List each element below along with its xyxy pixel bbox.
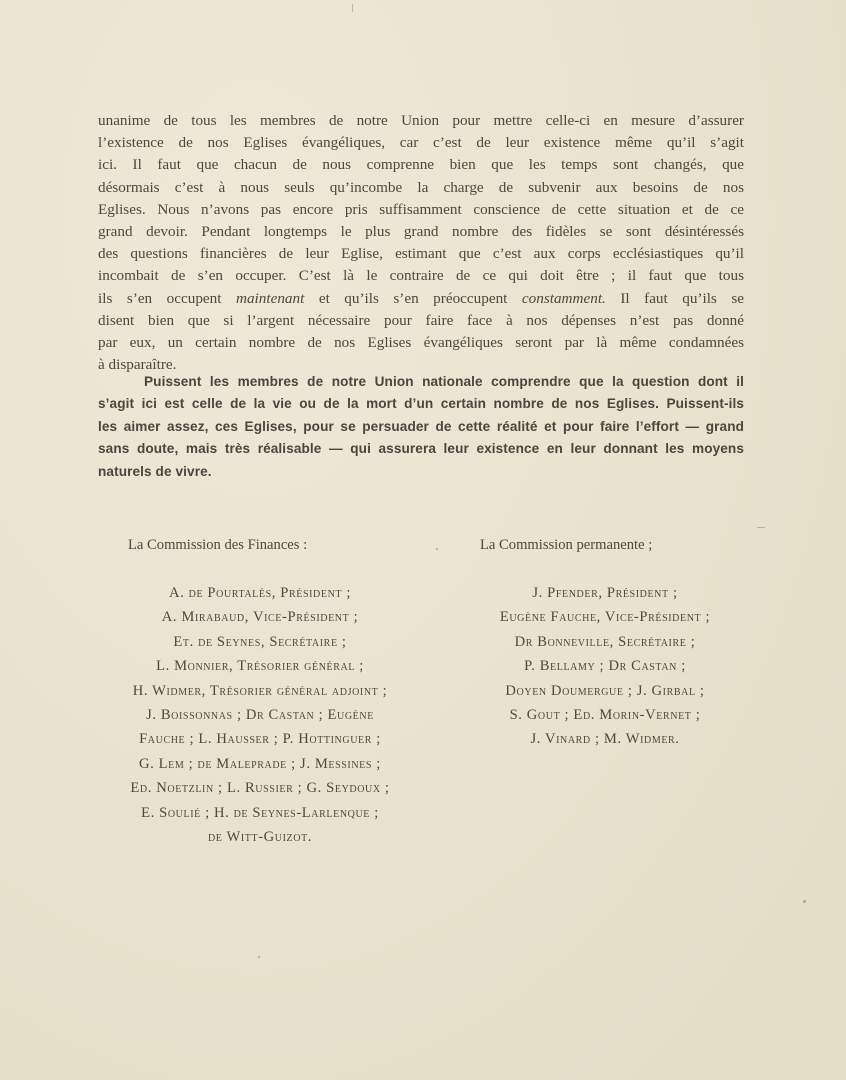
text-line: grand devoir. Pendant longtemps le plus grand nombre des fidèles se sont désintéressés [98,223,744,241]
text-line: à disparaître. [98,356,177,374]
text-line: Eglises. Nous n’avons pas encore pris suffisamment conscience de cette situation et de ce [98,200,744,218]
member-line: Dr Bonneville, Secrétaire ; [514,633,696,650]
member-line: Eugène Fauche, Vice-Président ; [499,609,711,626]
paper-speck [352,4,353,12]
paragraph-1 [98,110,744,376]
paper-speck [258,956,260,958]
member-list [455,581,755,752]
paper-speck [757,527,765,528]
member-line: G. Lem ; de Maleprade ; J. Messines ; [139,755,381,772]
text-line: l’existence de nos Eglises évangéliques, car c’est de leur existence même qu’il s’agit [98,134,744,152]
text-line: désormais c’est à nous seuls qu’incombe la charge de subvenir aux besoins de nos [98,178,744,196]
text-line: naturels de vivre. [98,463,212,479]
text-fragment: et qu’ils s’en préoccupent [304,289,522,307]
text-line-emphasis [98,288,744,310]
member-line: S. Gout ; Ed. Morin-Vernet ; [509,706,701,723]
member-line: H. Widmer, Trésorier général adjoint ; [132,682,388,699]
signatures-commission-permanente [455,537,755,752]
text-line: les aimer assez, ces Eglises, pour se persuader de cette réalité et pour faire l’effort — grand [98,418,744,434]
text-fragment: Il faut qu’ils se [605,289,744,307]
text-line: s’agit ici est celle de la vie ou de la mort d’un certain nombre de nos Eglises. Puissent-ils [98,396,744,412]
member-line: A. de Pourtalès, Président ; [169,585,351,601]
member-line: Fauche ; L. Hausser ; P. Hottinguer ; [139,731,381,748]
text-fragment: ils s’en occupent [98,289,236,307]
member-list [100,581,420,849]
paper-speck [803,900,806,903]
text-line: disent bien que si l’argent nécessaire pour faire face à nos dépenses n’est pas donné [98,311,744,329]
text-line: Puissent les membres de notre Union nationale comprendre que la question dont il [144,374,744,389]
commission-heading: La Commission permanente ; [480,537,653,553]
member-line: J. Pfender, Président ; [532,585,678,601]
member-line: P. Bellamy ; Dr Castan ; [524,658,686,675]
member-line: J. Boissonnas ; Dr Castan ; Eugène [146,706,374,723]
signatures-commission-finances [100,537,420,849]
member-line: L. Monnier, Trésorier général ; [156,658,364,675]
text-line: des questions financières de leur Eglise, estimant que c’est aux corps ecclésiastiques qu’il [98,245,744,263]
member-line: Et. de Seynes, Secrétaire ; [173,633,347,650]
member-line: Doyen Doumergue ; J. Girbal ; [505,682,705,699]
member-line: Ed. Noetzlin ; L. Russier ; G. Seydoux ; [130,780,390,797]
paragraph-2-bold [98,371,744,483]
text-line: par eux, un certain nombre de nos Eglises évangéliques seront par là même condamnées [98,334,744,352]
text-line: unanime de tous les membres de notre Union pour mettre celle-ci en mesure d’assurer [98,112,744,129]
member-line: J. Vinard ; M. Widmer. [530,731,680,748]
commission-heading: La Commission des Finances : [128,537,308,553]
member-line: A. Mirabaud, Vice-Président ; [161,609,359,626]
text-line: sans doute, mais très réalisable — qui assurera leur existence en leur donnant les moyens [98,441,744,457]
text-line: incombait de s’en occuper. C’est là le contraire de ce qui doit être ; il faut que tous [98,267,744,285]
member-line: de Witt-Guizot. [207,828,313,845]
text-line: ici. Il faut que chacun de nous comprenne bien que les temps sont changés, que [98,156,744,174]
emphasis-constamment: constamment. [521,289,606,307]
paper-speck [436,548,438,550]
member-line: E. Soulié ; H. de Seynes-Larlenque ; [141,804,379,821]
emphasis-maintenant: maintenant [235,289,305,307]
